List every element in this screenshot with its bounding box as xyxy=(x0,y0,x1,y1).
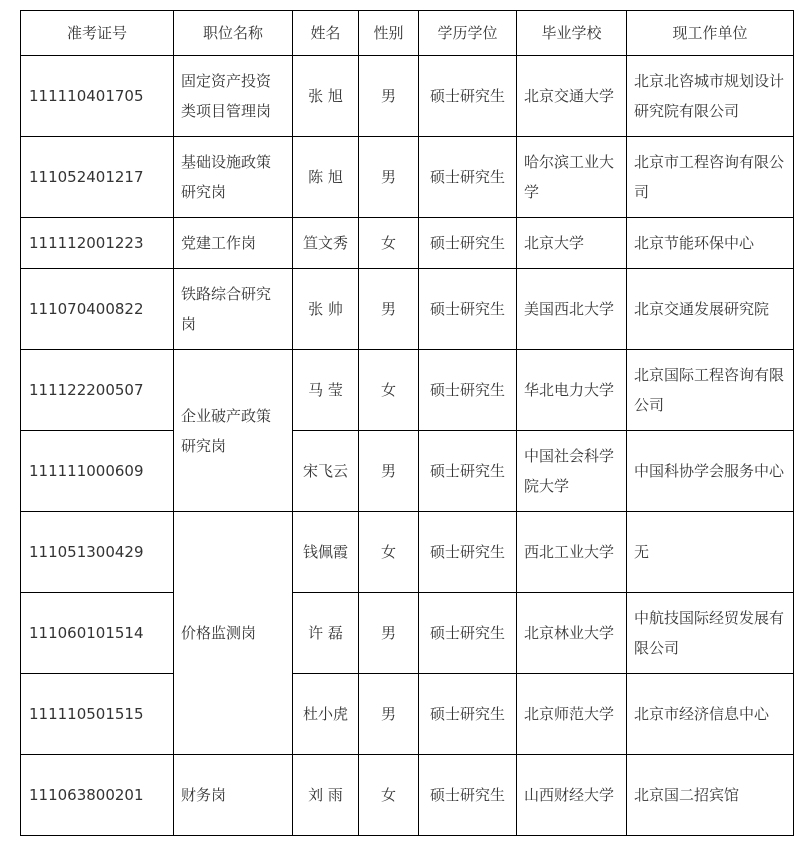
table-row xyxy=(21,269,794,350)
cell-name: 张 旭 xyxy=(293,56,359,137)
cell-employer: 北京北咨城市规划设计研究院有限公司 xyxy=(627,56,794,137)
cell-exam-id: 111051300429 xyxy=(21,512,174,593)
cell-school: 山西财经大学 xyxy=(517,755,627,836)
table-container xyxy=(20,10,794,836)
cell-exam-id: 111110401705 xyxy=(21,56,174,137)
cell-degree: 硕士研究生 xyxy=(419,137,517,218)
header-school: 毕业学校 xyxy=(517,11,627,56)
cell-name: 张 帅 xyxy=(293,269,359,350)
cell-employer: 北京市经济信息中心 xyxy=(627,674,794,755)
cell-exam-id: 111063800201 xyxy=(21,755,174,836)
cell-school: 北京交通大学 xyxy=(517,56,627,137)
cell-school: 哈尔滨工业大学 xyxy=(517,137,627,218)
cell-degree: 硕士研究生 xyxy=(419,218,517,269)
cell-gender: 男 xyxy=(359,431,419,512)
header-position: 职位名称 xyxy=(174,11,293,56)
table-row xyxy=(21,431,794,512)
cell-degree: 硕士研究生 xyxy=(419,269,517,350)
cell-employer: 北京交通发展研究院 xyxy=(627,269,794,350)
cell-degree: 硕士研究生 xyxy=(419,431,517,512)
cell-exam-id: 111112001223 xyxy=(21,218,174,269)
header-degree: 学历学位 xyxy=(419,11,517,56)
cell-school: 北京师范大学 xyxy=(517,674,627,755)
header-exam-id: 准考证号 xyxy=(21,11,174,56)
cell-employer: 北京国际工程咨询有限公司 xyxy=(627,350,794,431)
cell-position: 财务岗 xyxy=(174,755,293,836)
table-row xyxy=(21,674,794,755)
cell-employer: 无 xyxy=(627,512,794,593)
cell-name: 钱佩霞 xyxy=(293,512,359,593)
cell-gender: 男 xyxy=(359,674,419,755)
cell-position: 固定资产投资类项目管理岗 xyxy=(174,56,293,137)
cell-name: 马 莹 xyxy=(293,350,359,431)
candidates-table xyxy=(20,10,794,836)
cell-name: 宋飞云 xyxy=(293,431,359,512)
cell-employer: 北京节能环保中心 xyxy=(627,218,794,269)
cell-degree: 硕士研究生 xyxy=(419,350,517,431)
cell-gender: 男 xyxy=(359,593,419,674)
table-row xyxy=(21,218,794,269)
cell-gender: 女 xyxy=(359,755,419,836)
header-name: 姓名 xyxy=(293,11,359,56)
cell-gender: 男 xyxy=(359,56,419,137)
header-gender: 性别 xyxy=(359,11,419,56)
cell-employer: 中国科协学会服务中心 xyxy=(627,431,794,512)
cell-school: 北京林业大学 xyxy=(517,593,627,674)
cell-school: 北京大学 xyxy=(517,218,627,269)
cell-position: 价格监测岗 xyxy=(174,512,293,755)
cell-exam-id: 111070400822 xyxy=(21,269,174,350)
table-row xyxy=(21,512,794,593)
cell-degree: 硕士研究生 xyxy=(419,755,517,836)
cell-school: 中国社会科学院大学 xyxy=(517,431,627,512)
cell-degree: 硕士研究生 xyxy=(419,56,517,137)
table-row xyxy=(21,56,794,137)
table-row xyxy=(21,137,794,218)
cell-exam-id: 111052401217 xyxy=(21,137,174,218)
table-header-row xyxy=(21,11,794,56)
cell-exam-id: 111060101514 xyxy=(21,593,174,674)
table-row xyxy=(21,755,794,836)
cell-exam-id: 111122200507 xyxy=(21,350,174,431)
table-row xyxy=(21,593,794,674)
cell-position: 企业破产政策研究岗 xyxy=(174,350,293,512)
cell-gender: 男 xyxy=(359,269,419,350)
header-employer: 现工作单位 xyxy=(627,11,794,56)
cell-position: 铁路综合研究岗 xyxy=(174,269,293,350)
cell-gender: 女 xyxy=(359,218,419,269)
cell-degree: 硕士研究生 xyxy=(419,512,517,593)
cell-school: 西北工业大学 xyxy=(517,512,627,593)
cell-position: 党建工作岗 xyxy=(174,218,293,269)
cell-exam-id: 111111000609 xyxy=(21,431,174,512)
cell-gender: 男 xyxy=(359,137,419,218)
table-row xyxy=(21,350,794,431)
cell-gender: 女 xyxy=(359,512,419,593)
cell-degree: 硕士研究生 xyxy=(419,674,517,755)
cell-position: 基础设施政策研究岗 xyxy=(174,137,293,218)
cell-gender: 女 xyxy=(359,350,419,431)
cell-name: 刘 雨 xyxy=(293,755,359,836)
cell-name: 陈 旭 xyxy=(293,137,359,218)
cell-employer: 中航技国际经贸发展有限公司 xyxy=(627,593,794,674)
cell-employer: 北京市工程咨询有限公司 xyxy=(627,137,794,218)
cell-name: 杜小虎 xyxy=(293,674,359,755)
cell-employer: 北京国二招宾馆 xyxy=(627,755,794,836)
cell-degree: 硕士研究生 xyxy=(419,593,517,674)
cell-name: 许 磊 xyxy=(293,593,359,674)
cell-school: 美国西北大学 xyxy=(517,269,627,350)
cell-exam-id: 111110501515 xyxy=(21,674,174,755)
cell-name: 笪文秀 xyxy=(293,218,359,269)
cell-school: 华北电力大学 xyxy=(517,350,627,431)
